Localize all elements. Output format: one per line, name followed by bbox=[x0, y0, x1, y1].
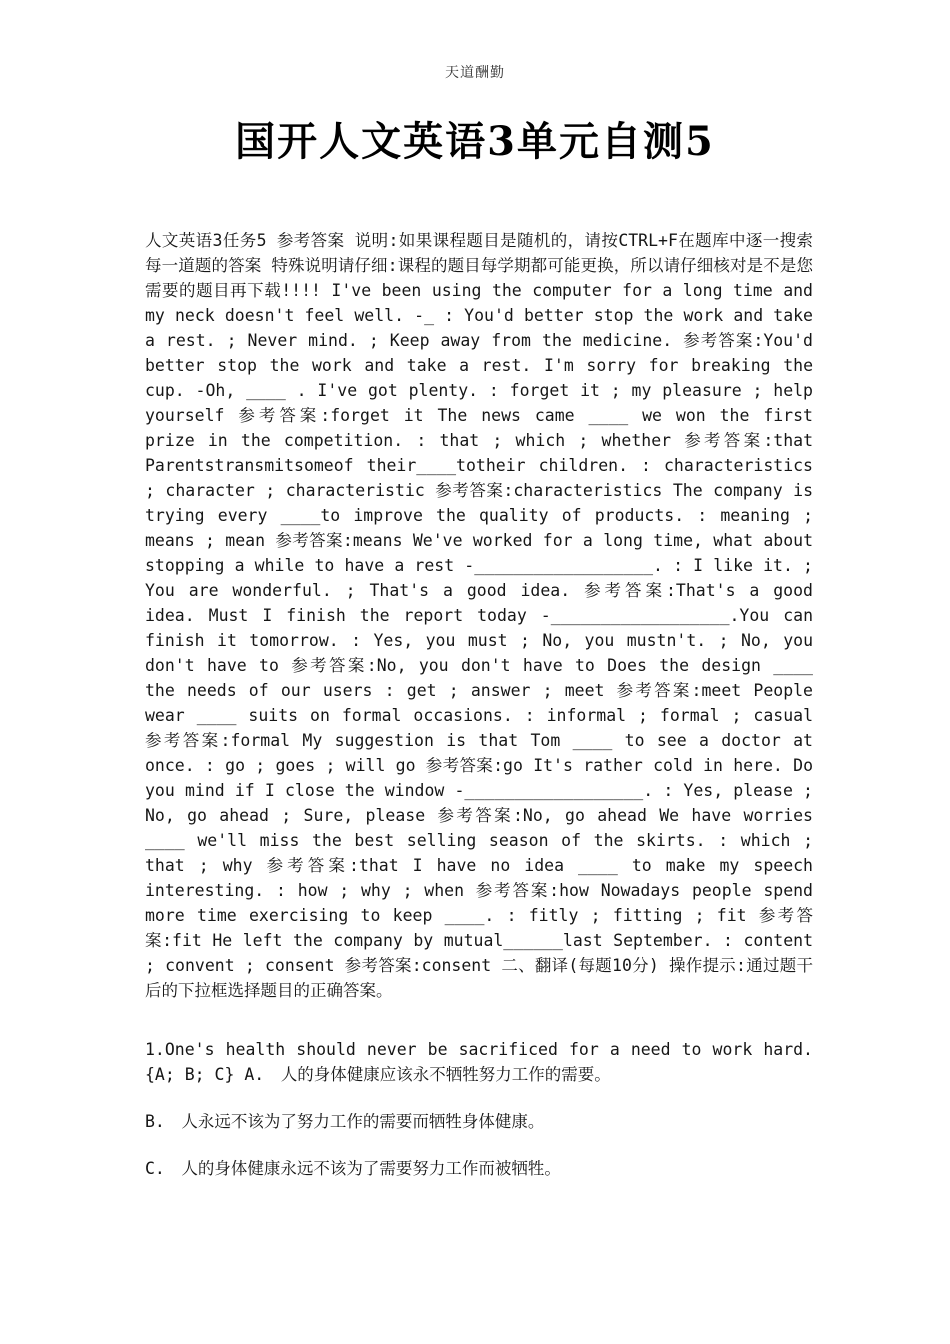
page-title: 国开人文英语3单元自测5 bbox=[235, 118, 715, 165]
document-body bbox=[145, 228, 813, 1203]
page-header-text: 天道酬勤 bbox=[445, 65, 505, 81]
question-1: 1.One's health should never be sacrificed for a need to work hard. {A; B; C} A. 人的身体健康应该永不牺牲努力工作的需要。 bbox=[145, 1040, 813, 1084]
question-1-option-c: C. 人的身体健康永远不该为了需要努力工作而被牺牲。 bbox=[145, 1159, 561, 1178]
question-1-option-b: B. 人永远不该为了努力工作的需要而牺牲身体健康。 bbox=[145, 1112, 545, 1131]
main-paragraph: 人文英语3任务5 参考答案 说明:如果课程题目是随机的，请按CTRL+F在题库中逐一搜索每一道题的答案 特殊说明请仔细:课程的题目每学期都可能更换，所以请仔细核对是不是您需要的题目再下载!!!! I've been using the computer for a long time and my neck doesn't feel well. -_ : You'd better stop the work and take a rest. ; Never mind. ; Keep away from the medicine. 参考答案:You'd better stop the work and take a rest. I'm sorry for breaking the cup. -Oh, ____ . I've got plenty. : forget it ; my pleasure ; help yourself 参考答案:forget it The news came ____ we won the first prize in the competition. : that ; which ; whether 参考答案:that Parentstransmitsomeof their____totheir children. : characteristics ; character ; characteristic 参考答案:characteristics The company is trying every ____to improve the quality of products. : meaning ; means ; mean 参考答案:means We've worked for a long time, what about stopping a while to have a rest -__________________. : I like it. ; You are wonderful. ; That's a good idea. 参考答案:That's a good idea. Must I finish the report today -__________________.You can finish it tomorrow. : Yes, you must ; No, you mustn't. ; No, you don't have to 参考答案:No, you don't have to Does the design ____ the needs of our users : get ; answer ; meet 参考答案:meet People wear ____ suits on formal occasions. : informal ; formal ; casual 参考答案:formal My suggestion is that Tom ____ to see a doctor at once. : go ; goes ; will go 参考答案:go It's rather cold in here. Do you mind if I close the window -__________________. : Yes, please ; No, go ahead ; Sure, please 参考答案:No, go ahead We have worries ____ we'll miss the best selling season of the skirts. : which ; that ; why 参考答案:that I have no idea ____ to make my speech interesting. : how ; why ; when 参考答案:how Nowadays people spend more time exercising to keep ____. : fitly ; fitting ; fit 参考答案:fit He left the company by mutual______last September. : content ; convent ; consent 参考答案:consent 二、翻译(每题10分) 操作提示:通过题干后的下拉框选择题目的正确答案。 bbox=[145, 231, 813, 1000]
